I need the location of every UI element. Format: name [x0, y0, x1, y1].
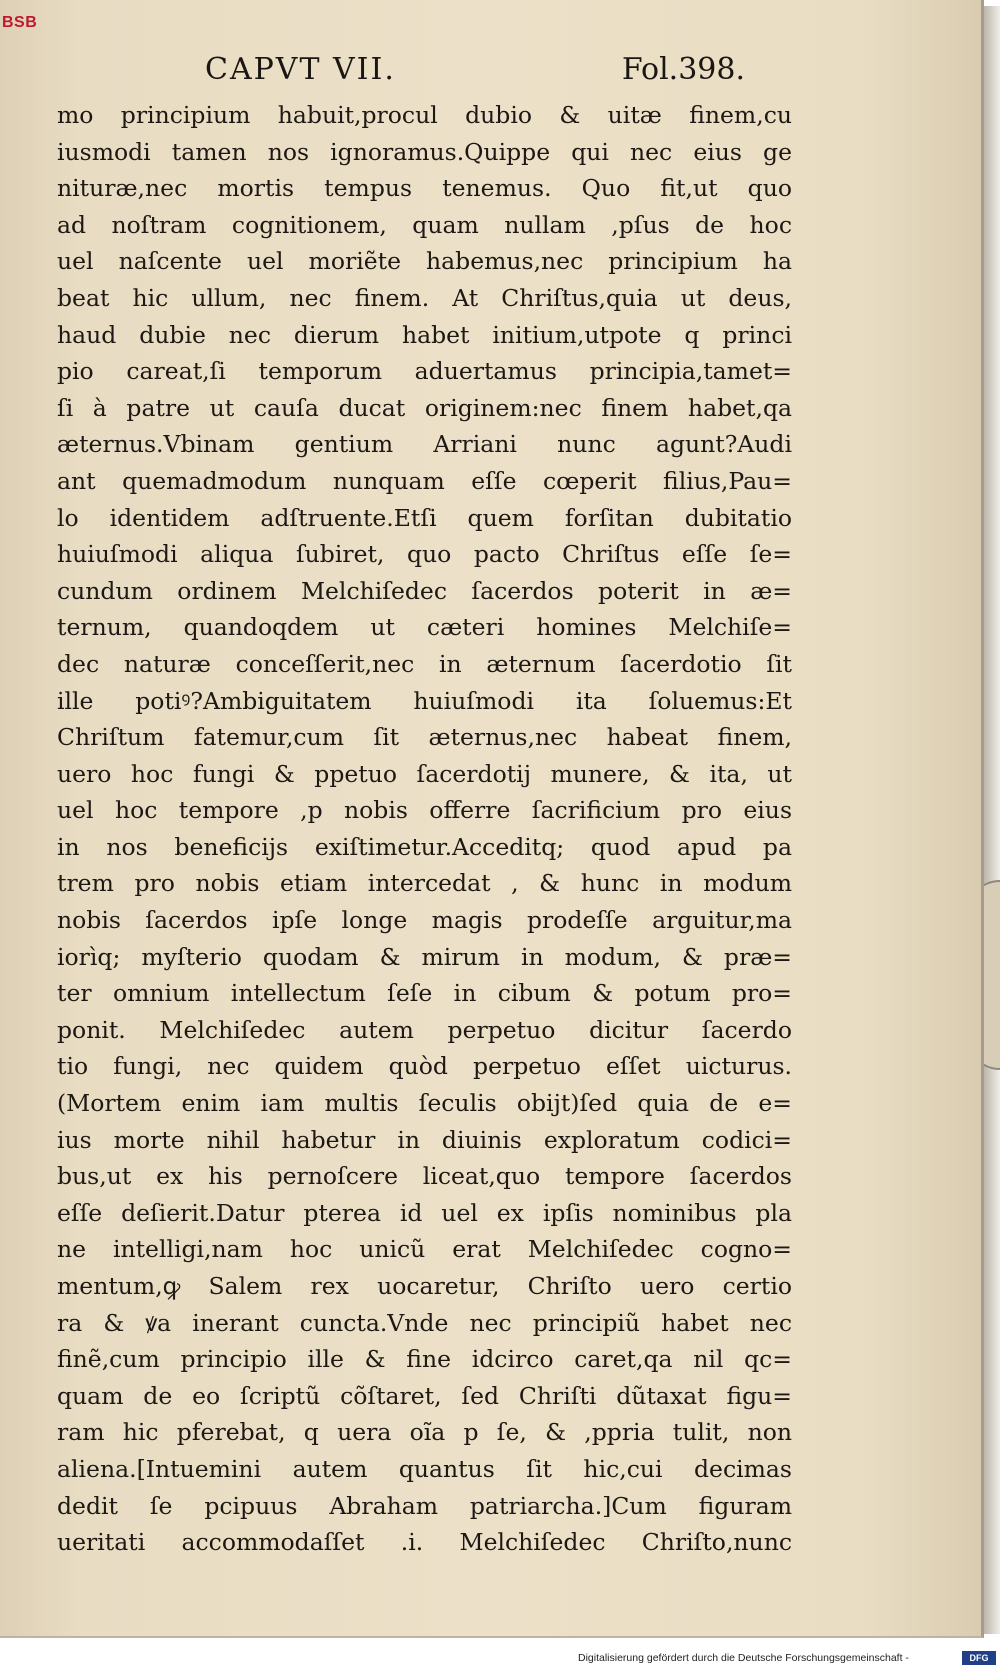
- running-head: [205, 52, 745, 92]
- text-line: quam de eo ſcriptũ cõſtaret, ſed Chriſti dũtaxat figu=: [57, 1381, 792, 1410]
- text-line: ter omnium intellectum ſeſe in cibum & potum pro=: [57, 979, 792, 1008]
- text-line: aliena.[Intuemini autem quantus ſit hic,cui decimas: [57, 1454, 792, 1483]
- text-line: (Mortem enim iam multis ſeculis obijt)ſed quia de e=: [57, 1089, 792, 1118]
- library-logo: BSB: [2, 14, 38, 31]
- text-line: mo principium habuit,procul dubio & uitæ finem,cu: [57, 101, 792, 129]
- text-line: dec naturæ conceſſerit,nec in æternum ſacerdotio ſit: [57, 649, 792, 678]
- text-line: ad noſtram cognitionem, quam nullam ,pſus de hoc: [57, 210, 792, 239]
- chapter-title: CAPVT VII.: [205, 52, 396, 87]
- text-line: ra & ꝟa inerant cuncta.Vnde nec principiũ habet nec: [57, 1308, 792, 1337]
- text-line: tio fungi, nec quidem quòd perpetuo eſſet uicturus.: [57, 1052, 792, 1081]
- text-line: Chriſtum fatemur,cum ſit æternus,nec habeat finem,: [57, 723, 792, 752]
- text-line: dedit ſe pcipuus Abraham patriarcha.]Cum figuram: [57, 1491, 792, 1520]
- dfg-logo: DFG: [962, 1651, 996, 1665]
- text-line: eſſe deſierit.Datur pterea id uel ex ipſis nominibus pla: [57, 1198, 792, 1227]
- text-line: finẽ,cum principio ille & fine idcirco caret,qa nil qc=: [57, 1345, 792, 1374]
- text-line: ant quemadmodum nunquam eſſe cœperit filius,Pau=: [57, 466, 792, 495]
- text-line: mentum,ꝙ Salem rex uocaretur, Chriſto uero certio: [57, 1272, 792, 1300]
- text-line: ius morte nihil habetur in diuinis exploratum codici=: [57, 1125, 792, 1154]
- text-line: cundum ordinem Melchiſedec ſacerdos poterit in æ=: [57, 576, 792, 605]
- text-line: lo identidem adſtruente.Etſi quem forſitan dubitatio: [57, 503, 792, 532]
- text-line: uel naſcente uel moriẽte habemus,nec principium ha: [57, 247, 792, 276]
- text-line: ille potiꝰ?Ambiguitatem huiuſmodi ita ſoluemus:Et: [57, 686, 792, 715]
- text-line: æternus.Vbinam gentium Arriani nunc agunt?Audi: [57, 430, 792, 459]
- text-line: nituræ,nec mortis tempus tenemus. Quo fit,ut quo: [57, 174, 792, 203]
- text-line: bus,ut ex his pernoſcere liceat,quo tempore ſacerdos: [57, 1162, 792, 1191]
- text-line: ſi à patre ut cauſa ducat originem:nec finem habet,qa: [57, 393, 792, 422]
- text-line: beat hic ullum, nec finem. At Chriſtus,quia ut deus,: [57, 283, 792, 312]
- text-line: nobis ſacerdos ipſe longe magis prodeſſe arguitur,ma: [57, 906, 792, 935]
- text-line: ram hic pferebat, q uera oĩa p ſe, & ,ppria tulit, non: [57, 1418, 792, 1447]
- funding-note: Digitalisierung gefördert durch die Deutsche Forschungsgemeinschaft -: [578, 1652, 909, 1664]
- text-line: trem pro nobis etiam intercedat , & hunc in modum: [57, 869, 792, 898]
- body-text: [57, 97, 792, 1561]
- text-line: ueritati accommodaſſet .i. Melchiſedec Chriſto,nunc: [57, 1528, 792, 1557]
- text-line: pio careat,ſi temporum aduertamus principia,tamet=: [57, 357, 792, 386]
- text-line: iorìq; myſterio quodam & mirum in modum, & præ=: [57, 942, 792, 971]
- text-line: huiuſmodi aliqua ſubiret, quo pacto Chriſtus eſſe ſe=: [57, 540, 792, 569]
- text-line: uel hoc tempore ,p nobis offerre ſacrificium pro eius: [57, 796, 792, 825]
- text-line: iusmodi tamen nos ignoramus.Quippe qui nec eius ge: [57, 137, 792, 166]
- text-line: ne intelligi,nam hoc unicũ erat Melchiſedec cogno=: [57, 1235, 792, 1264]
- text-line: ponit. Melchiſedec autem perpetuo dicitur ſacerdo: [57, 1015, 792, 1044]
- text-line: ternum, quandoqdem ut cæteri homines Melchiſe=: [57, 613, 792, 642]
- text-line: haud dubie nec dierum habet initium,utpote q princi: [57, 320, 792, 349]
- text-line: uero hoc fungi & ppetuo ſacerdotij munere, & ita, ut: [57, 759, 792, 788]
- folio-number: Fol.398.: [621, 52, 745, 87]
- text-line: in nos beneficijs exiſtimetur.Acceditq; quod apud pa: [57, 832, 792, 861]
